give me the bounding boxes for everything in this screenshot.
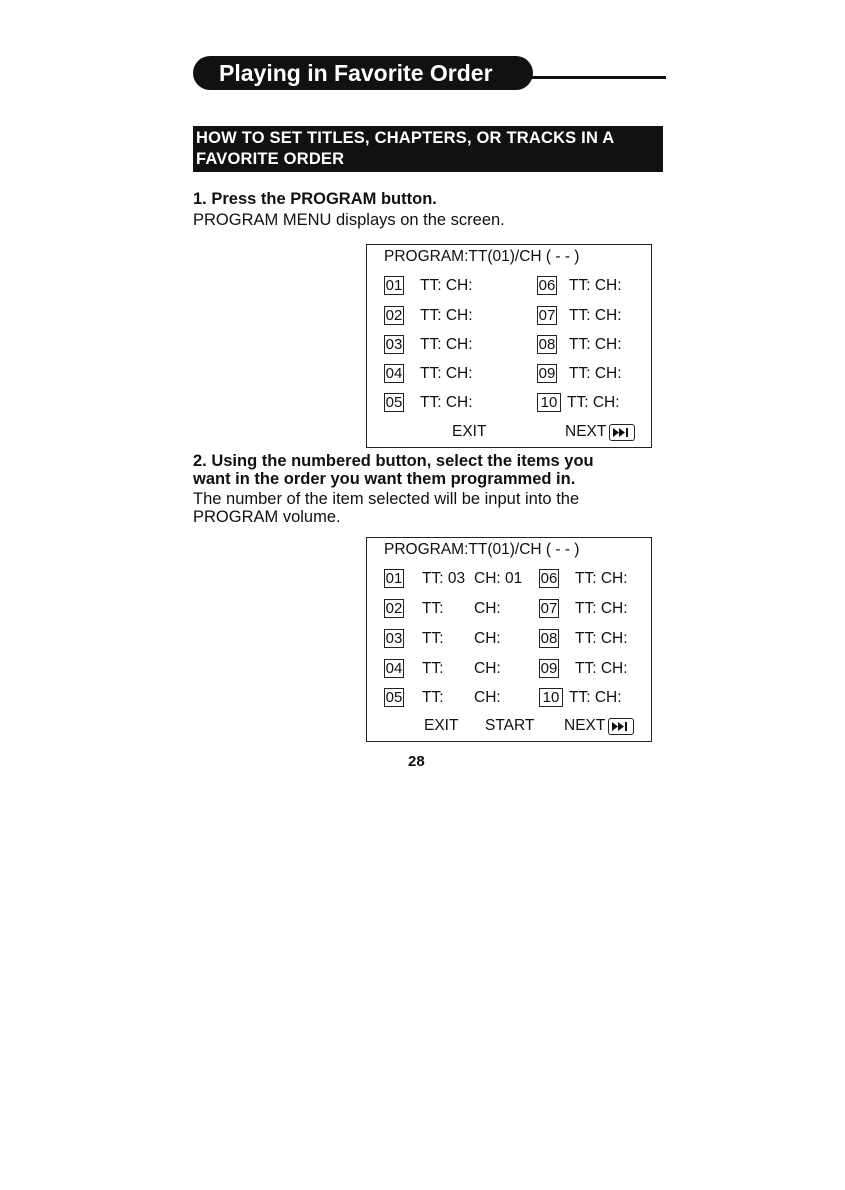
- slot-text: TT: CH:: [569, 336, 622, 353]
- page-title: Playing in Favorite Order: [193, 56, 533, 90]
- slot-text: TT: CH:: [420, 394, 473, 411]
- slot-number: 04: [385, 365, 403, 382]
- page-number: 28: [408, 753, 425, 770]
- slot-text: TT: CH:: [569, 277, 622, 294]
- skip-next-icon: [608, 718, 634, 735]
- slot-chapter: CH:: [474, 689, 501, 706]
- slot-text: TT: CH:: [575, 570, 628, 587]
- slot-chapter: CH:: [474, 600, 501, 617]
- step2-heading-line2: want in the order you want them programmed in.: [193, 470, 576, 488]
- skip-next-icon: [609, 424, 635, 441]
- slot-number: 09: [538, 365, 556, 382]
- slot-number: 10: [539, 688, 563, 707]
- slot-number: 06: [538, 277, 556, 294]
- slot-number: 05: [385, 394, 403, 411]
- slot-text: TT: CH:: [420, 307, 473, 324]
- slot-text: TT: CH:: [569, 689, 622, 706]
- slot-chapter: CH: 01: [474, 570, 523, 587]
- program-menu-screen-1: [366, 244, 652, 448]
- section-heading: [193, 126, 663, 172]
- next-label: NEXT: [564, 717, 606, 734]
- program-header: PROGRAM:TT(01)/CH ( - - ): [384, 248, 580, 265]
- slot-number: 10: [537, 393, 561, 412]
- next-label: NEXT: [565, 423, 607, 440]
- slot-text: TT: CH:: [420, 365, 473, 382]
- slot-number: 05: [385, 689, 403, 706]
- exit-option[interactable]: EXIT: [452, 423, 487, 440]
- next-option[interactable]: [565, 423, 635, 441]
- slot-number: 04: [385, 660, 403, 677]
- slot-number: 07: [538, 307, 556, 324]
- slot-number: 07: [540, 600, 558, 617]
- slot-text: TT: CH:: [420, 336, 473, 353]
- slot-number: 01: [385, 570, 403, 587]
- start-option[interactable]: START: [485, 717, 535, 734]
- slot-text: TT: CH:: [575, 660, 628, 677]
- step2-heading-line1: 2. Using the numbered button, select the items you: [193, 452, 594, 470]
- slot-text: TT: CH:: [575, 630, 628, 647]
- slot-text: TT: CH:: [569, 307, 622, 324]
- slot-number: 01: [385, 277, 403, 294]
- slot-text: TT: CH:: [569, 365, 622, 382]
- slot-number: 03: [385, 336, 403, 353]
- step1-text: PROGRAM MENU displays on the screen.: [193, 211, 505, 229]
- slot-title: TT: 03: [422, 570, 466, 587]
- slot-text: TT: CH:: [567, 394, 620, 411]
- slot-title: TT:: [422, 689, 444, 706]
- step2-heading: [193, 452, 663, 488]
- slot-number: 03: [385, 630, 403, 647]
- slot-number: 08: [540, 630, 558, 647]
- slot-title: TT:: [422, 630, 444, 647]
- section-heading-line2: FAVORITE ORDER: [196, 150, 345, 168]
- program-header: PROGRAM:TT(01)/CH ( - - ): [384, 541, 580, 558]
- slot-text: TT: CH:: [575, 600, 628, 617]
- slot-number: 02: [385, 307, 403, 324]
- exit-option[interactable]: EXIT: [424, 717, 459, 734]
- slot-title: TT:: [422, 600, 444, 617]
- next-option[interactable]: [564, 717, 634, 735]
- title-rule: [520, 76, 666, 79]
- step2-text: [193, 490, 661, 526]
- section-heading-line1: HOW TO SET TITLES, CHAPTERS, OR TRACKS IN A: [196, 129, 615, 147]
- slot-chapter: CH:: [474, 630, 501, 647]
- slot-number: 06: [540, 570, 558, 587]
- step2-text-line1: The number of the item selected will be input into the: [193, 490, 580, 508]
- slot-text: TT: CH:: [420, 277, 473, 294]
- step2-text-line2: PROGRAM volume.: [193, 508, 341, 526]
- slot-number: 02: [385, 600, 403, 617]
- program-menu-screen-2: [366, 537, 652, 742]
- slot-title: TT:: [422, 660, 444, 677]
- step1-heading: 1. Press the PROGRAM button.: [193, 190, 437, 208]
- slot-number: 09: [540, 660, 558, 677]
- slot-number: 08: [538, 336, 556, 353]
- slot-chapter: CH:: [474, 660, 501, 677]
